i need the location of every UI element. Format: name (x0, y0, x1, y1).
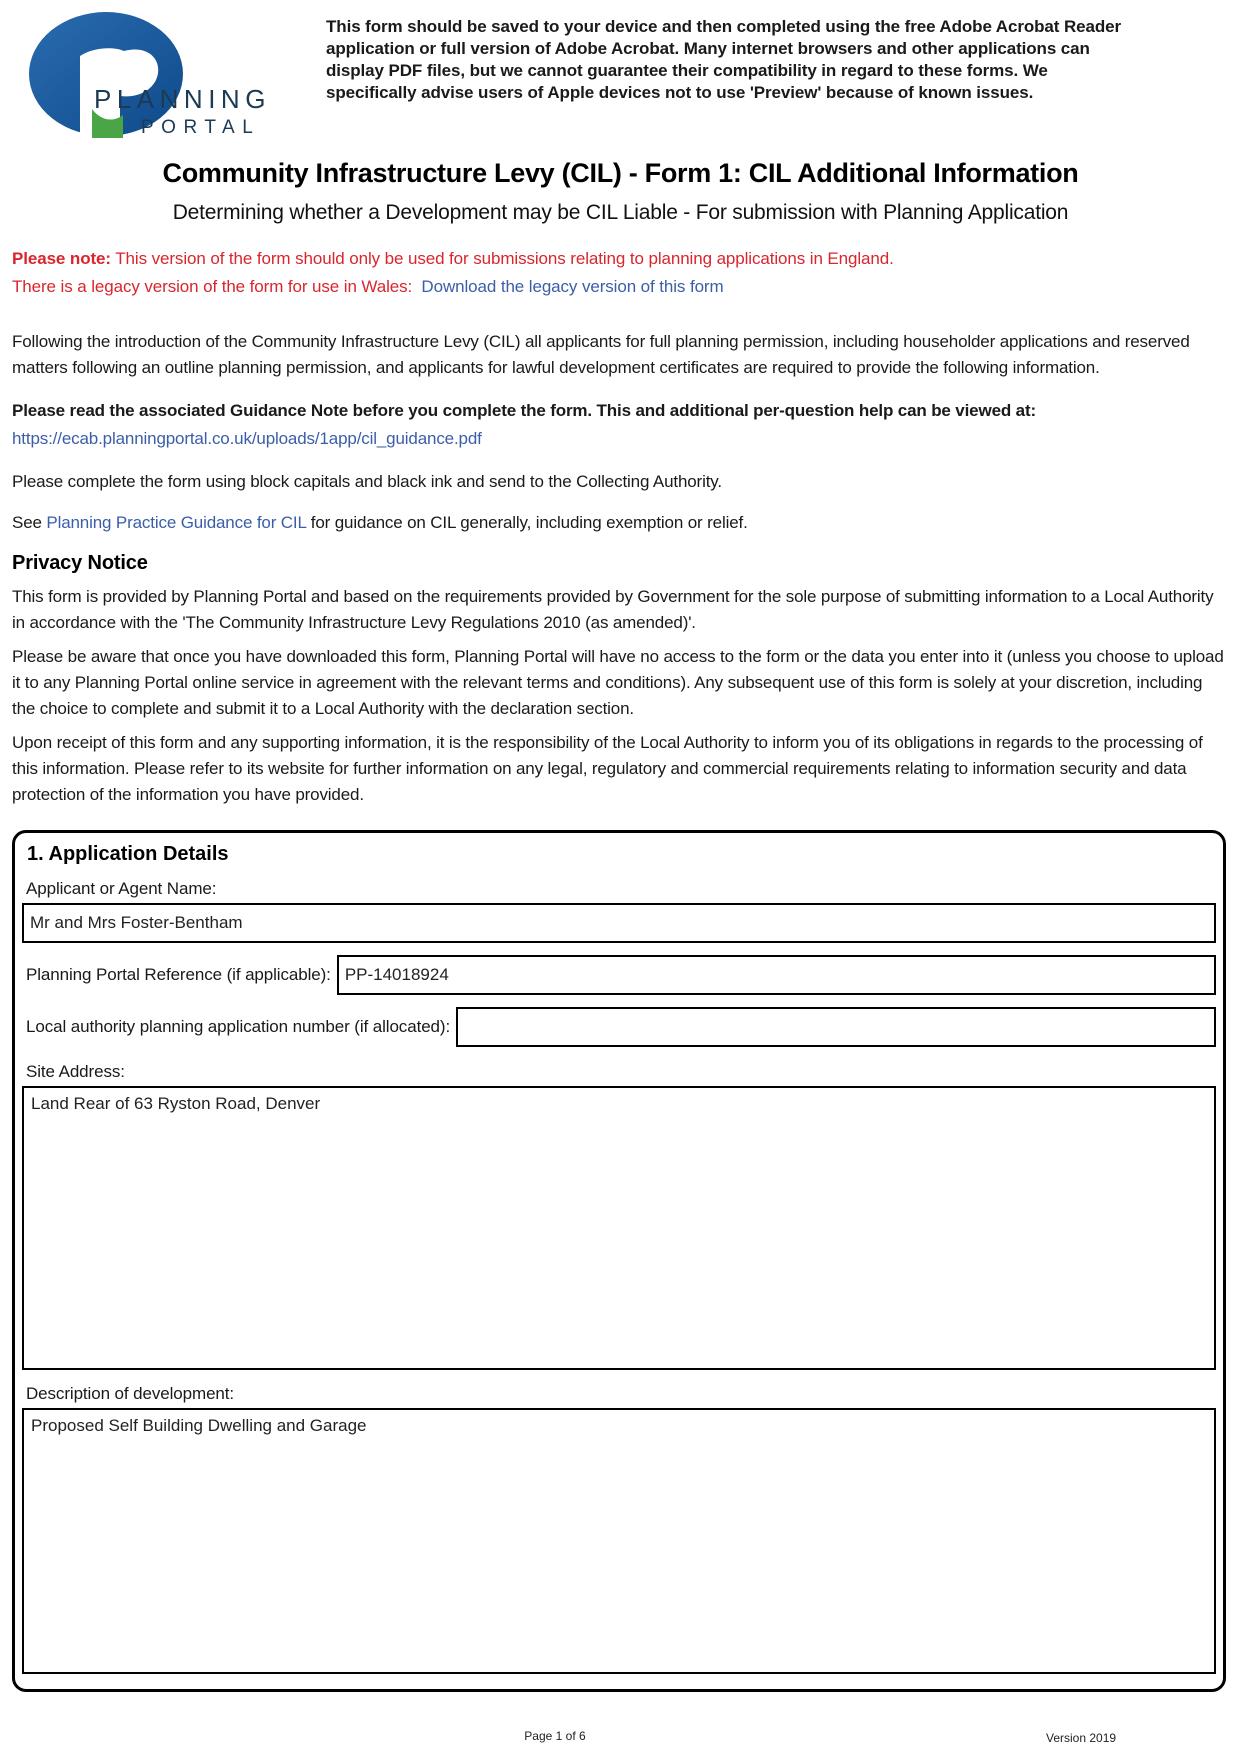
intro-paragraph: Following the introduction of the Community Infrastructure Levy (CIL) all applicants for full planning permission, including householder applications and reserved matters following an outline planning permission, and applicants for lawful development certificates are required to provide the following information. (12, 332, 1190, 377)
site-address-input[interactable] (22, 1086, 1216, 1370)
guidance-note-paragraph (12, 397, 1227, 453)
planning-portal-reference-row (22, 955, 1216, 995)
logo-text-portal: PORTAL (141, 117, 261, 138)
intro-section (12, 329, 1227, 808)
privacy-notice-heading: Privacy Notice (12, 552, 148, 574)
guidance-bold-text: Please read the associated Guidance Note before you complete the form. This and additional per-question help can be viewed at: (12, 401, 1037, 420)
planning-portal-reference-label: Planning Portal Reference (if applicable): (26, 965, 331, 984)
note-label: Please note: (12, 249, 111, 268)
see-guidance-paragraph (12, 510, 1227, 536)
form-title: Community Infrastructure Levy (CIL) - Form 1: CIL Additional Information (162, 158, 1079, 188)
wales-text: There is a legacy version of the form for use in Wales: (12, 277, 413, 296)
see-suffix: for guidance on CIL generally, including exemption or relief. (306, 513, 748, 532)
application-details-section (12, 830, 1226, 1692)
planning-portal-logo-graphic (28, 8, 280, 138)
england-only-note (12, 245, 1229, 301)
local-authority-number-row (22, 1007, 1216, 1047)
form-subtitle: Determining whether a Development may be CIL Liable - For submission with Planning Application (172, 201, 1069, 224)
see-prefix: See (12, 513, 47, 532)
guidance-pdf-link[interactable]: https://ecab.planningportal.co.uk/uploads/1app/cil_guidance.pdf (12, 429, 482, 448)
planning-portal-reference-input[interactable] (337, 955, 1216, 995)
planning-portal-logo (28, 8, 280, 138)
applicant-name-label: Applicant or Agent Name: (26, 879, 217, 898)
section-heading: 1. Application Details (27, 843, 229, 865)
practice-guidance-link[interactable]: Planning Practice Guidance for CIL (46, 513, 307, 532)
legacy-form-link[interactable]: Download the legacy version of this form (421, 277, 724, 296)
form-version: Version 2019 (1046, 1731, 1117, 1745)
local-authority-number-input[interactable] (456, 1007, 1216, 1047)
privacy-paragraph-1: This form is provided by Planning Portal and based on the requirements provided by Government for the sole purpose of submitting information to a Local Authority in accordance with the 'The Community Infrastructure Levy Regulations 2010 (as amended)'. (12, 587, 1214, 632)
privacy-paragraph-2: Please be aware that once you have downloaded this form, Planning Portal will have no access to the form or the data you enter into it (unless you choose to upload it to any Planning Portal online service in agreement with the relevant terms and conditions). Any subsequent use of this form is solely at your discretion, including the choice to complete and submit it to a Local Authority with the declaration section. (12, 647, 1224, 718)
page-number: Page 1 of 6 (524, 1729, 586, 1743)
note-line-2 (12, 273, 1229, 301)
privacy-paragraph-3: Upon receipt of this form and any supporting information, it is the responsibility of the Local Authority to inform you of its obligations in regards to the processing of this information. Please refer to its website for further information on any legal, regulatory and commercial requirements relating to information security and data protection of the information you have provided. (12, 733, 1203, 804)
page-header (0, 0, 1241, 138)
note-text: This version of the form should only be used for submissions relating to planning applications in England. (110, 249, 894, 268)
note-line-1 (12, 245, 1229, 273)
block-capitals-paragraph: Please complete the form using block capitals and black ink and send to the Collecting Authority. (12, 472, 722, 491)
description-input[interactable] (22, 1408, 1216, 1674)
description-label: Description of development: (26, 1384, 235, 1403)
site-address-label: Site Address: (26, 1062, 125, 1081)
adobe-acrobat-notice: This form should be saved to your device and then completed using the free Adobe Acrobat Reader application or full version of Adobe Acrobat. Many internet browsers and other applications can display PDF files, but we cannot guarantee their compatibility in regard to these forms. We specifically advise users of Apple devices not to use 'Preview' because of known issues. (326, 17, 1121, 103)
logo-text-planning: PLANNING (94, 84, 271, 114)
applicant-name-input[interactable] (22, 903, 1216, 943)
local-authority-number-label: Local authority planning application number (if allocated): (26, 1017, 451, 1036)
